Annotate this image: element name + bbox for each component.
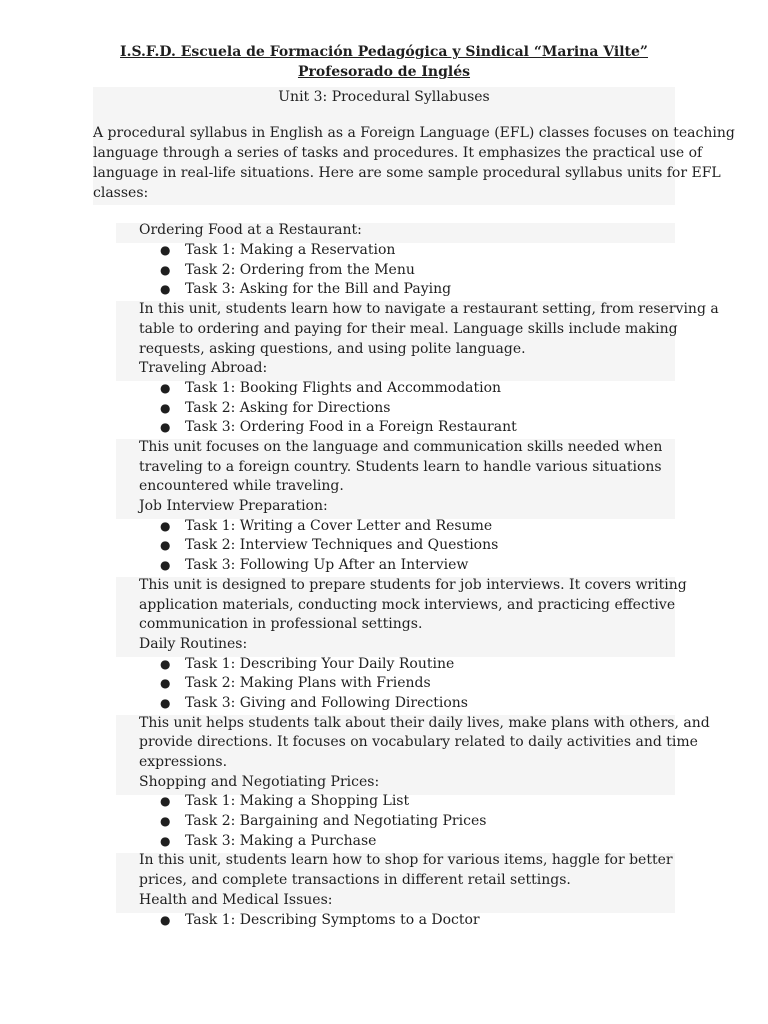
bullet-icon: ●	[160, 263, 171, 277]
bullet-icon: ●	[160, 401, 171, 415]
bullet-icon: ●	[160, 243, 171, 257]
task-item: Task 1: Writing a Cover Letter and Resume	[185, 518, 493, 534]
unit-heading: Traveling Abroad:	[139, 360, 268, 376]
task-item: Task 1: Making a Shopping List	[185, 793, 410, 809]
task-item: Task 2: Bargaining and Negotiating Prices	[185, 813, 487, 829]
bullet-icon: ●	[160, 657, 171, 671]
intro-paragraph-line: A procedural syllabus in English as a Foreign Language (EFL) classes focuses on teaching	[93, 125, 735, 141]
task-item: Task 1: Describing Symptoms to a Doctor	[185, 912, 480, 928]
task-item: Task 1: Making a Reservation	[185, 242, 396, 258]
task-item: Task 1: Describing Your Daily Routine	[185, 656, 455, 672]
bullet-icon: ●	[160, 794, 171, 808]
unit-description-line: In this unit, students learn how to navigate a restaurant setting, from reserving a	[139, 301, 719, 317]
bullet-icon: ●	[160, 282, 171, 296]
task-item: Task 2: Ordering from the Menu	[185, 262, 415, 278]
unit-description-line: encountered while traveling.	[139, 478, 344, 494]
intro-paragraph-line: language in real-life situations. Here are some sample procedural syllabus units for EFL	[93, 165, 721, 181]
unit-description-line: In this unit, students learn how to shop for various items, haggle for better	[139, 852, 673, 868]
institution-name: I.S.F.D. Escuela de Formación Pedagógica y Sindical “Marina Vilte”	[120, 44, 648, 60]
unit-description-line: This unit focuses on the language and communication skills needed when	[139, 439, 663, 455]
program-name: Profesorado de Inglés	[297, 64, 471, 80]
task-item: Task 3: Giving and Following Directions	[185, 695, 468, 711]
bullet-icon: ●	[160, 913, 171, 927]
unit-description-line: communication in professional settings.	[139, 616, 423, 632]
unit-heading: Ordering Food at a Restaurant:	[139, 222, 362, 238]
unit-description-line: This unit helps students talk about their daily lives, make plans with others, and	[139, 715, 710, 731]
intro-paragraph-line: classes:	[93, 185, 149, 201]
task-item: Task 3: Following Up After an Interview	[185, 557, 469, 573]
bullet-icon: ●	[160, 538, 171, 552]
unit-description-line: prices, and complete transactions in different retail settings.	[139, 872, 571, 888]
unit-description-line: traveling to a foreign country. Students learn to handle various situations	[139, 459, 662, 475]
task-item: Task 2: Asking for Directions	[185, 400, 391, 416]
unit-description-line: expressions.	[139, 754, 228, 770]
unit-heading: Shopping and Negotiating Prices:	[139, 774, 380, 790]
bullet-icon: ●	[160, 558, 171, 572]
bullet-icon: ●	[160, 814, 171, 828]
task-item: Task 3: Making a Purchase	[185, 833, 377, 849]
bullet-icon: ●	[160, 696, 171, 710]
bullet-icon: ●	[160, 834, 171, 848]
task-item: Task 3: Asking for the Bill and Paying	[185, 281, 452, 297]
unit-heading: Job Interview Preparation:	[139, 498, 328, 514]
unit-title: Unit 3: Procedural Syllabuses	[278, 89, 490, 105]
task-item: Task 3: Ordering Food in a Foreign Restaurant	[185, 419, 517, 435]
unit-heading: Daily Routines:	[139, 636, 248, 652]
unit-description-line: provide directions. It focuses on vocabulary related to daily activities and time	[139, 734, 698, 750]
unit-description-line: table to ordering and paying for their meal. Language skills include making	[139, 321, 678, 337]
unit-heading: Health and Medical Issues:	[139, 892, 333, 908]
unit-description-line: requests, asking questions, and using polite language.	[139, 341, 526, 357]
bullet-icon: ●	[160, 676, 171, 690]
bullet-icon: ●	[160, 519, 171, 533]
task-item: Task 2: Interview Techniques and Questions	[185, 537, 499, 553]
bullet-icon: ●	[160, 420, 171, 434]
bullet-icon: ●	[160, 381, 171, 395]
unit-description-line: This unit is designed to prepare students for job interviews. It covers writing	[139, 577, 687, 593]
task-item: Task 1: Booking Flights and Accommodation	[185, 380, 502, 396]
task-item: Task 2: Making Plans with Friends	[185, 675, 431, 691]
intro-paragraph-line: language through a series of tasks and procedures. It emphasizes the practical use of	[93, 145, 703, 161]
unit-description-line: application materials, conducting mock interviews, and practicing effective	[139, 597, 676, 613]
